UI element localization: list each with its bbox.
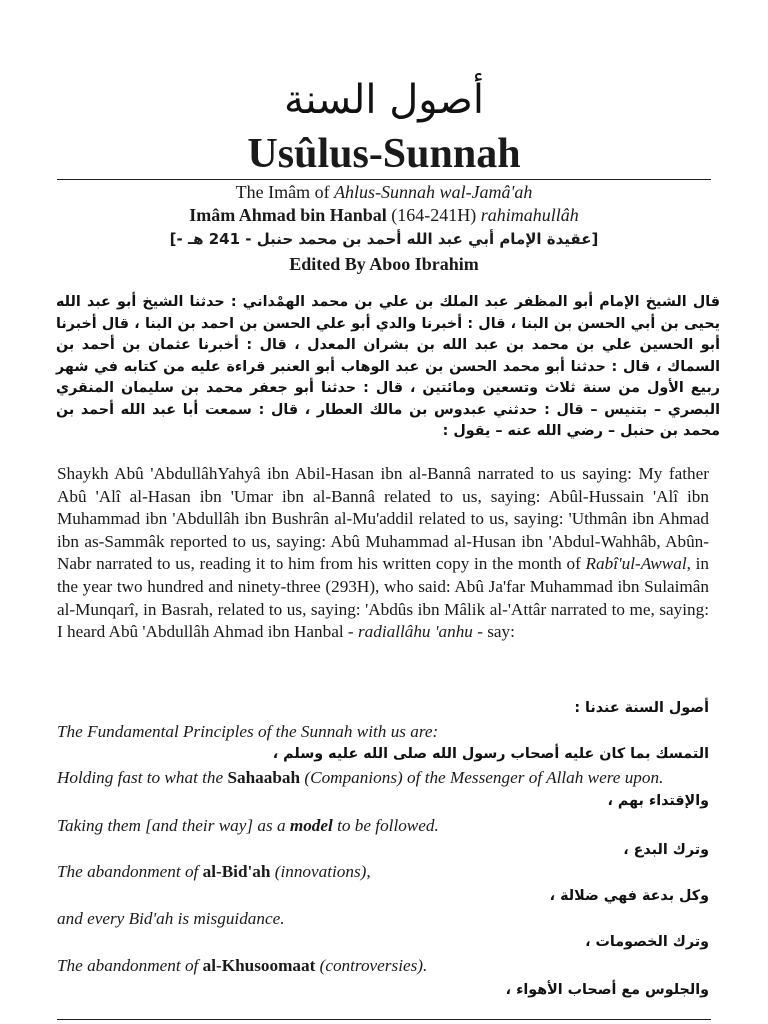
- principle-en-5-pre: The abandonment of: [57, 956, 203, 975]
- subtitle-prefix: The Imâm of: [235, 182, 335, 202]
- principle-en-4: [57, 908, 285, 930]
- principle-en-2-post: to be followed.: [332, 816, 439, 835]
- principle-en-4-text: and every Bid'ah is misguidance.: [57, 909, 285, 928]
- principle-ar-1: التمسك بما كان عليه أصحاب رسول الله صلى الله عليه وسلم ،: [272, 746, 709, 762]
- principle-ar-0: أصول السنة عندنا :: [574, 700, 709, 716]
- principle-en-3: [57, 861, 371, 883]
- bottom-rule: [57, 1019, 711, 1020]
- principle-ar-6: والجلوس مع أصحاب الأهواء ،: [505, 982, 709, 998]
- principle-en-1-term: Sahaabah: [227, 768, 301, 787]
- chain-english-honorific: radiallâhu 'anhu: [357, 622, 473, 642]
- title-english: Usûlus-Sunnah: [247, 131, 521, 177]
- principle-en-0-text: The Fundamental Principles of the Sunnah with us are:: [57, 722, 439, 741]
- principle-en-3-term: al-Bid'ah: [202, 862, 271, 881]
- principle-en-2-term: model: [289, 816, 333, 835]
- subtitle-author-line: [0, 204, 768, 226]
- principle-en-1-post: (Companions) of the Messenger of Allah were upon.: [300, 768, 664, 787]
- principle-en-1-pre: Holding fast to what the: [57, 768, 228, 787]
- chain-english: [57, 463, 709, 644]
- subtitle-ahlus-sunnah: Ahlus-Sunnah wal-Jamâ'ah: [334, 182, 533, 202]
- chain-english-part3: - say:: [472, 622, 515, 642]
- principle-en-3-pre: The abandonment of: [57, 862, 203, 881]
- principle-ar-3: وترك البدع ،: [623, 842, 709, 858]
- principle-en-5-term: al-Khusoomaat: [202, 956, 316, 975]
- chain-english-part2: , in the year two hundred and ninety-three (293H), who said: Abû Ja'far Muhammad ibn Sulaimân al-Munqarî, in Basrah, related to us, saying: 'Abdûs ibn Mâlik al-'Attâr narrated to me, saying: I heard Abû 'Abdullâh Ahmad ibn Hanbal -: [57, 554, 709, 642]
- principle-ar-4: وكل بدعة فهي ضلالة ،: [549, 888, 709, 904]
- principle-en-5-post: (controversies).: [315, 956, 428, 975]
- subtitle-imam-line: [0, 181, 768, 203]
- chain-arabic: قال الشيخ الإمام أبو المظفر عبد الملك بن علي بن محمد الهمْداني : حدثنا الشيخ أبو عبد الله يحيى بن أبي الحسن بن البنا ، قال : أخبرنا والدي أبو علي الحسن بن احمد بن البنا ، قال أخبرنا أبو الحسين علي بن محمد بن عبد الله بن بشران المعدل ، قال : أخبرنا عثمان بن أحمد بن السماك ، قال : حدثنا أبو محمد الحسن بن عبد الوهاب أبو العنبر قراءة عليه من كتابه في شهر ربيع الأول من سنة ثلاث وتسعين ومائتين ، قال : حدثنا أبو جعفر محمد بن سليمان المنقري البصري – بتنيس – قال : حدثني عبدوس بن مالك العطار ، قال : سمعت أبا عبد الله أحمد بن محمد بن حنبل – رضي الله عنه – يقول :: [56, 294, 720, 439]
- principle-en-2: [57, 815, 439, 837]
- author-name: Imâm Ahmad bin Hanbal: [189, 205, 387, 225]
- subtitle-editor: Edited By Aboo Ibrahim: [289, 254, 479, 274]
- principle-en-0: [57, 721, 438, 743]
- subtitle-arabic-creed: [عقيدة الإمام أبي عبد الله أحمد بن محمد حنبل - 241 هـ -]: [169, 230, 599, 248]
- principle-en-2-pre: Taking them [and their way] as a: [57, 816, 290, 835]
- principle-ar-2: والإقتداء بهم ،: [607, 793, 709, 809]
- principle-en-5: [57, 955, 427, 977]
- principle-en-1: [57, 767, 663, 789]
- author-dates: (164-241H): [386, 205, 481, 225]
- author-honorific: rahimahullâh: [480, 205, 579, 225]
- principle-en-3-post: (innovations),: [270, 862, 371, 881]
- title-arabic: أصول السنة: [283, 77, 485, 123]
- chain-english-month: Rabî'ul-Awwal: [585, 554, 687, 574]
- chain-english-part1: Shaykh Abû 'AbdullâhYahyâ ibn Abil-Hasan ibn al-Bannâ narrated to us saying: My father Abû 'Alî al-Hasan ibn 'Umar ibn al-Bannâ related to us, saying: Abûl-Hussain 'Alî ibn Muhammad ibn 'Abdullâh ibn Bushrân al-Mu'addil related to us, saying: 'Uthmân ibn Ahmad ibn as-Sammâk reported to us, saying: Abû Muhammad al-Husan ibn 'Abdul-Wahhâb, Abûn-Nabr narrated to us, reading it to him from his written copy in the month of: [57, 464, 709, 574]
- top-rule: [57, 179, 711, 180]
- principle-ar-5: وترك الخصومات ،: [585, 934, 709, 950]
